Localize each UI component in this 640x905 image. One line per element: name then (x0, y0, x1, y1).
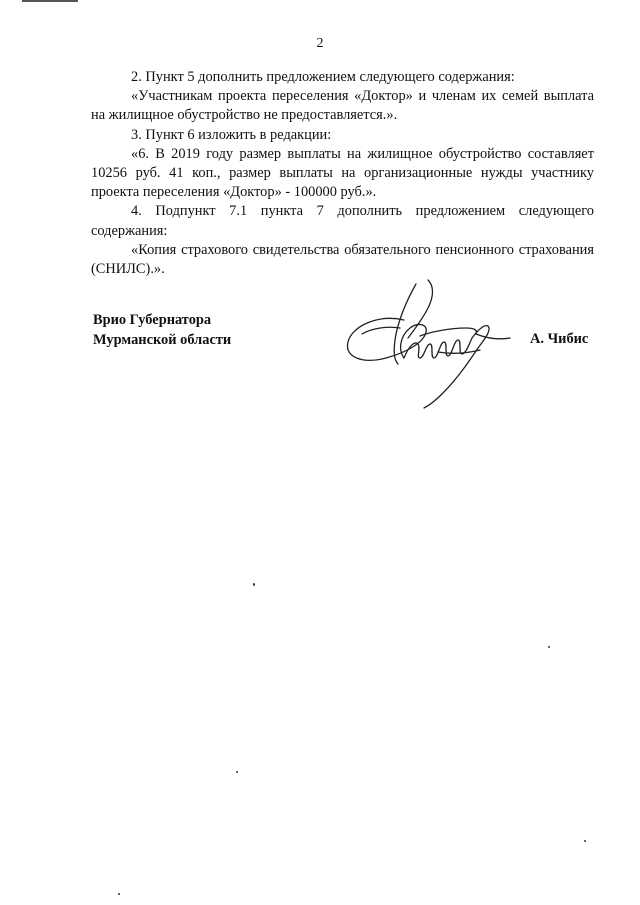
paragraph-quote-item-2: «Участникам проекта переселения «Доктор» и членам их семей выплата на жилищное обустройство не предоставляется.». (91, 88, 594, 124)
scan-speck (584, 840, 586, 842)
paragraph-item-3: 3. Пункт 6 изложить в редакции: (131, 126, 332, 143)
scan-speck (253, 583, 255, 586)
paragraph-item-2: 2. Пункт 5 дополнить предложением следующего содержания: (131, 69, 515, 85)
page-number: 2 (316, 36, 324, 51)
paragraph-quote-item-4: «Копия страхового свидетельства обязательного пенсионного страхования (СНИЛС).». (91, 241, 594, 278)
scan-speck (118, 893, 120, 895)
signatory-name: А. Чибис (530, 331, 589, 347)
paragraph-quote-item-3: «6. В 2019 году размер выплаты на жилищное обустройство составляет 10256 руб. 41 коп., размер выплаты на организационные нужды участнику проекта переселения «Доктор» - 100000 руб.». (91, 145, 594, 201)
scan-speck (236, 771, 238, 773)
scan-speck (548, 646, 550, 648)
handwritten-signature (338, 268, 518, 413)
signatory-position (93, 311, 231, 350)
paragraph-item-4: 4. Подпункт 7.1 пункта 7 дополнить предложением следующего содержания: (91, 203, 594, 239)
scan-edge-mark (22, 0, 78, 2)
signatory-position-line-1: Врио Губернатора (93, 312, 212, 328)
document-body (91, 68, 594, 279)
signatory-position-line-2: Мурманской области (93, 331, 232, 348)
